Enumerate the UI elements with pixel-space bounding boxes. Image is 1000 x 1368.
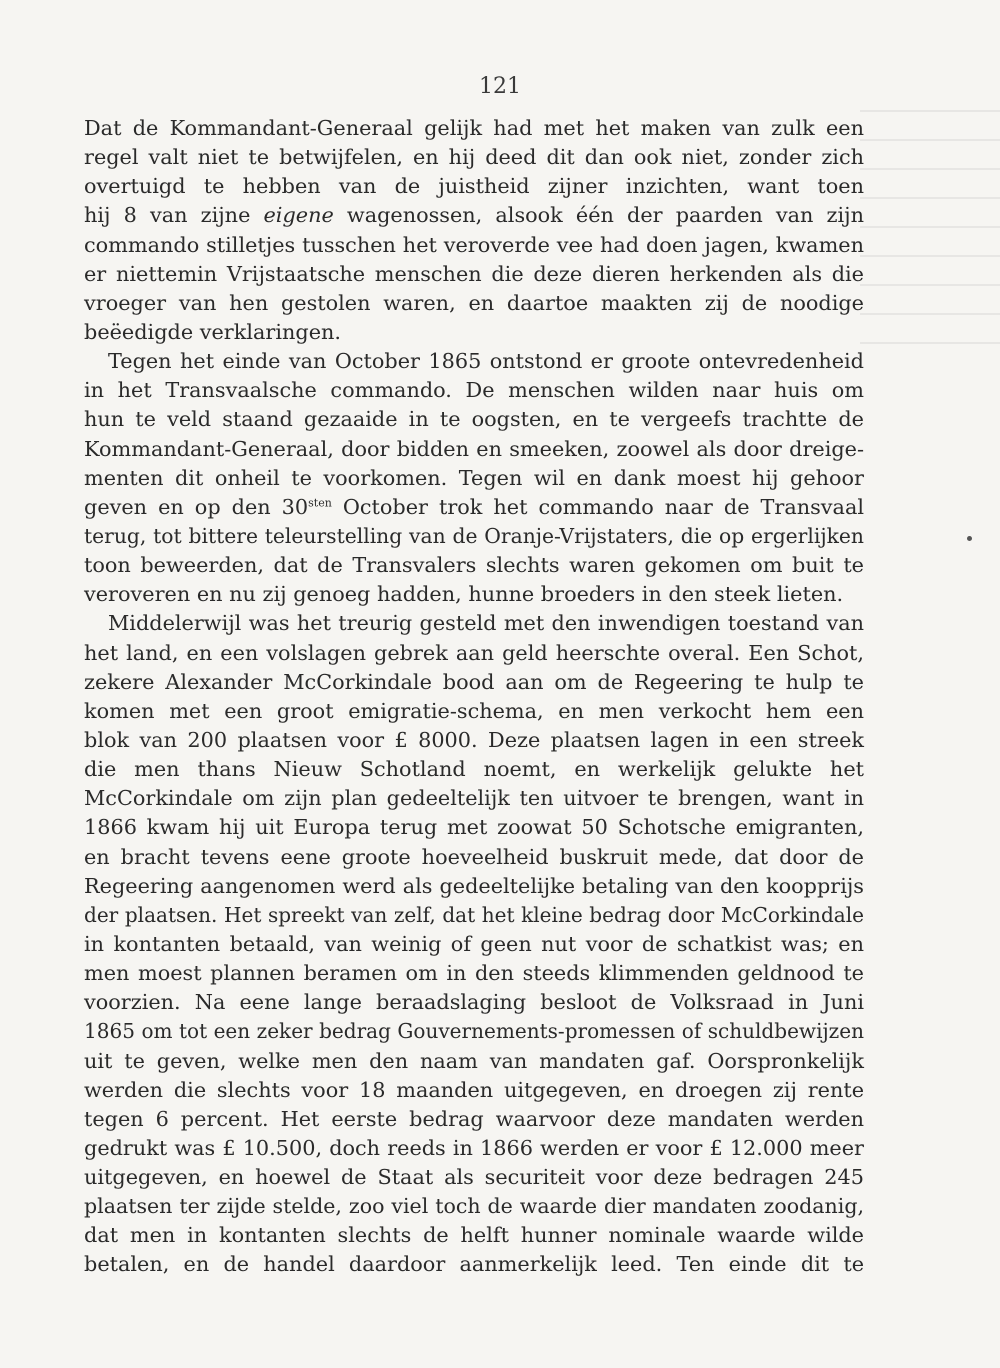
text-line: tegen 6 percent. Het eerste bedrag waarvoor deze mandaten werden (84, 1106, 864, 1131)
text-line: Tegen het einde van October 1865 ontstond er groote ontevredenheid (108, 349, 864, 374)
text-span: wagenossen, alsook één der paarden van zijn (333, 203, 864, 228)
text-line: veroveren en nu zij genoeg hadden, hunne broeders in den steek lieten. (84, 582, 844, 607)
text-line: overtuigd te hebben van de juistheid zijner inzichten, want toen (84, 174, 864, 199)
text-line: er niettemin Vrijstaatsche menschen die deze dieren herkenden als die (84, 261, 864, 286)
text-line: Middelerwijl was het treurig gesteld met den inwendigen toestand van (108, 611, 864, 636)
text-line: terug, tot bittere teleurstelling van de Oranje-Vrijstaters, die op ergerlijken (84, 523, 864, 548)
text-line: in het Transvaalsche commando. De menschen wilden naar huis om (84, 378, 864, 403)
text-line: commando stilletjes tusschen het veroverde vee had doen jagen, kwamen (84, 232, 864, 257)
text-line: regel valt niet te betwijfelen, en hij deed dit dan ook niet, zonder zich (84, 145, 864, 170)
text-line: beëedigde verklaringen. (84, 319, 342, 344)
text-line: plaatsen ter zijde stelde, zoo viel toch de waarde dier mandaten zoodanig, (84, 1194, 864, 1219)
text-line: dat men in kontanten slechts de helft hunner nominale waarde wilde (84, 1223, 864, 1248)
text-line: menten dit onheil te voorkomen. Tegen wil en dank moest hij gehoor (84, 465, 864, 490)
text-line: vroeger van hen gestolen waren, en daartoe maakten zij de noodige (84, 290, 864, 315)
text-line: blok van 200 plaatsen voor £ 8000. Deze plaatsen lagen in een streek (84, 727, 864, 752)
text-line: zekere Alexander McCorkindale bood aan om de Regeering te hulp te (84, 669, 864, 694)
text-line: voorzien. Na eene lange beraadslaging besloot de Volksraad in Juni (84, 990, 864, 1015)
text-line: McCorkindale om zijn plan gedeeltelijk ten uitvoer te brengen, want in (84, 786, 864, 811)
page-number: 121 (479, 74, 521, 99)
text-line (84, 201, 864, 230)
text-line: betalen, en de handel daardoor aanmerkelijk leed. Ten einde dit te (84, 1252, 864, 1277)
text-line: toon beweerden, dat de Transvalers slechts waren gekomen om buit te (84, 553, 864, 578)
text-span: hij 8 van zijne (84, 203, 264, 228)
superscript: sten (308, 496, 332, 510)
text-line: Kommandant-Generaal, door bidden en smeeken, zoowel als door dreige- (84, 436, 864, 461)
text-line: Dat de Kommandant-Generaal gelijk had met het maken van zulk een (84, 116, 864, 140)
body-text (84, 114, 864, 1280)
text-line: die men thans Nieuw Schotland noemt, en werkelijk gelukte het (84, 757, 864, 782)
text-line: 1865 om tot een zeker bedrag Gouvernements-promessen of schuldbewijzen (84, 1019, 864, 1044)
text-line: het land, en een volslagen gebrek aan geld heerschte overal. Een Schot, (84, 640, 864, 665)
text-line: hun te veld staand gezaaide in te oogsten, en te vergeefs trachtte de (84, 407, 864, 432)
text-line: in kontanten betaald, van weinig of geen nut voor de schatkist was; en (84, 931, 864, 956)
ink-speck (967, 536, 972, 541)
text-span: geven en op den 30 (84, 494, 309, 519)
text-line: uit te geven, welke men den naam van mandaten gaf. Oorspronkelijk (84, 1048, 864, 1073)
show-through-text (860, 110, 1000, 370)
text-line: 1866 kwam hij uit Europa terug met zoowat 50 Schotsche emigranten, (84, 815, 864, 840)
text-line: gedrukt was £ 10.500, doch reeds in 1866 werden er voor £ 12.000 meer (84, 1135, 864, 1160)
text-line: uitgegeven, en hoewel de Staat als securiteit voor deze bedragen 245 (84, 1165, 864, 1190)
text-line: der plaatsen. Het spreekt van zelf, dat het kleine bedrag door McCorkindale (84, 902, 864, 927)
text-line (84, 493, 864, 522)
italic-word: eigene (263, 203, 334, 228)
text-line: komen met een groot emigratie-schema, en men verkocht hem een (84, 698, 864, 723)
text-line: werden die slechts voor 18 maanden uitgegeven, en droegen zij rente (84, 1077, 864, 1102)
text-line: en bracht tevens eene groote hoeveelheid buskruit mede, dat door de (84, 844, 864, 869)
text-span: October trok het commando naar de Transvaal (331, 494, 864, 519)
text-line: Regeering aangenomen werd als gedeeltelijke betaling van den koopprijs (84, 873, 864, 898)
text-line: men moest plannen beramen om in den steeds klimmenden geldnood te (84, 961, 864, 986)
